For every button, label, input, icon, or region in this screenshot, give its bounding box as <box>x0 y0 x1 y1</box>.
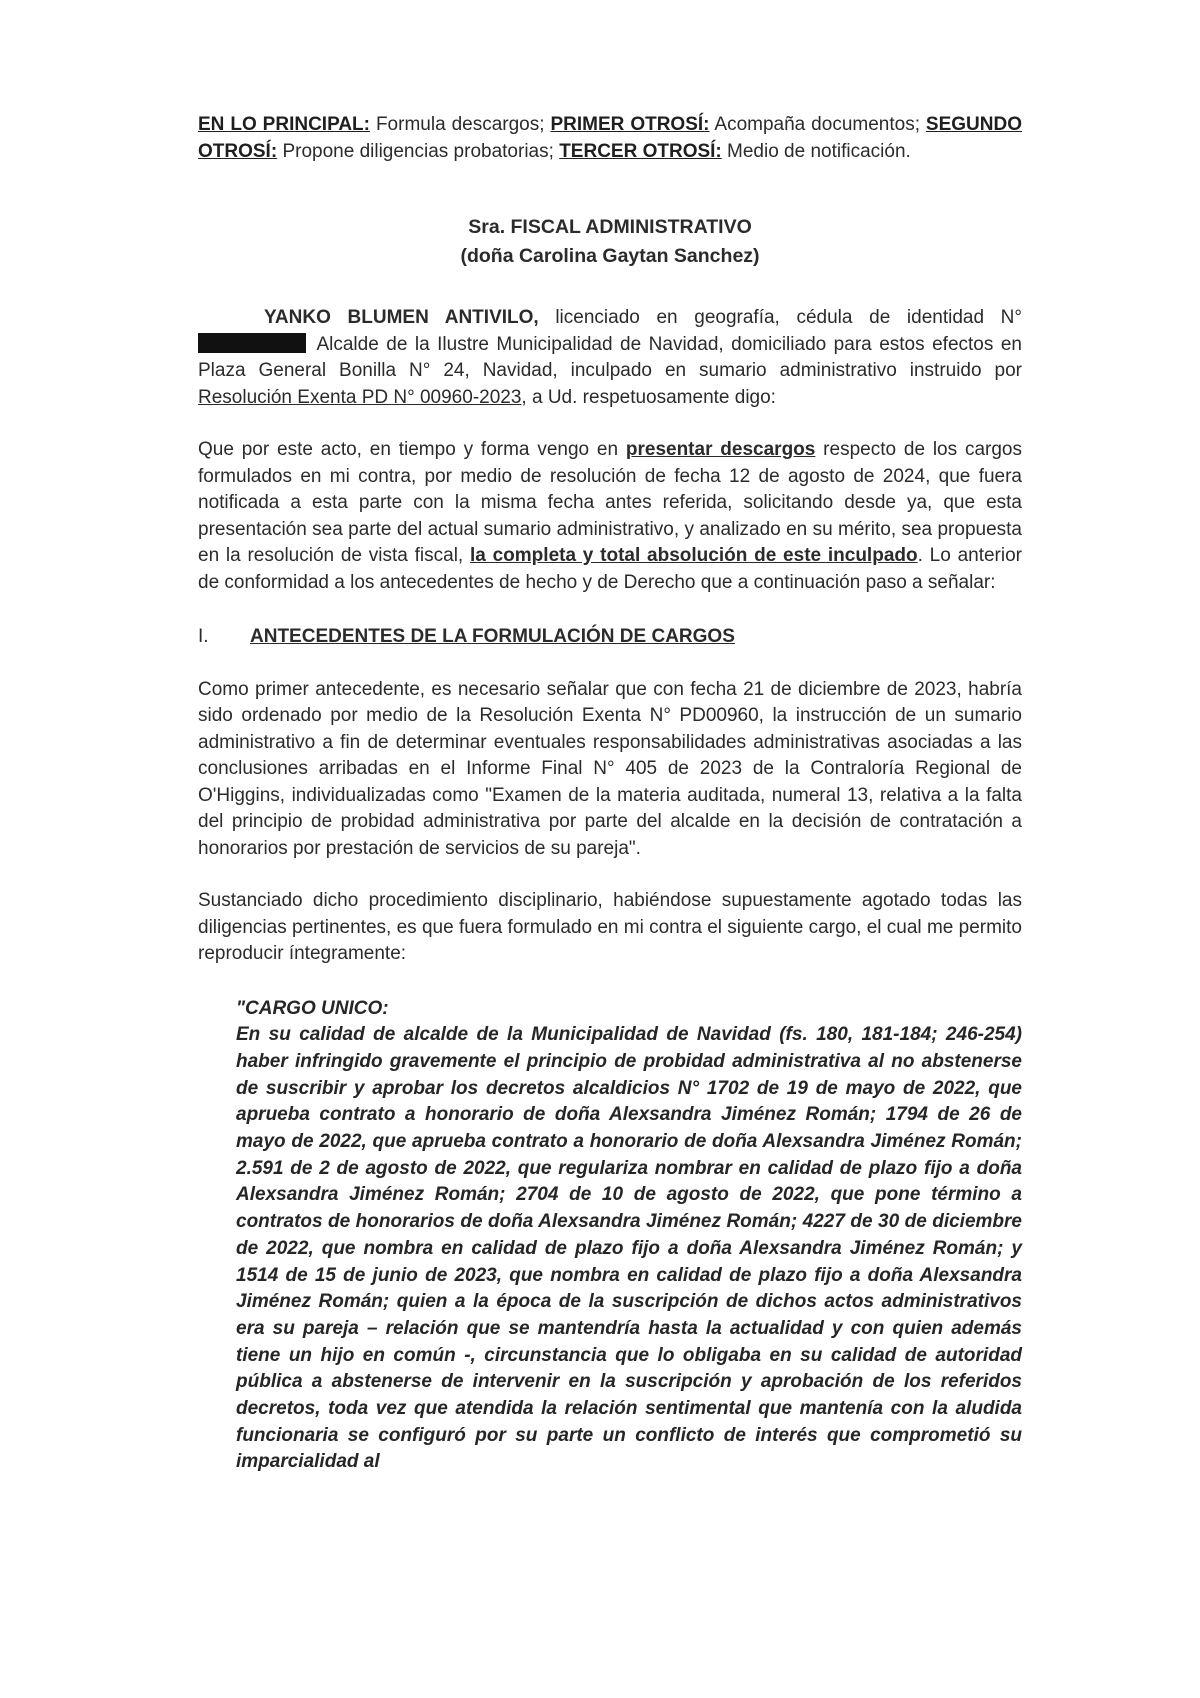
paragraph-text: respecto de los cargos formulados en mi contra, por medio de resolución de fecha 12 de agosto de 2024, que fuera notificada a esta parte con la misma fecha antes referida, solicitando desde ya, que esta presentación sea parte del actual sumario administrativo, y analizado en su mérito, sea propuesta en la resolución de vista fiscal, <box>198 439 1022 566</box>
addressee-title: Sra. FISCAL ADMINISTRATIVO <box>468 216 752 238</box>
paragraph-text: Que por este acto, en tiempo y forma vengo en <box>198 439 626 460</box>
charge-quote <box>236 996 1022 1477</box>
paragraph-text: . Lo anterior de conformidad a los antecedentes de hecho y de Derecho que a continuación paso a señalar: <box>198 545 1022 593</box>
header-keyword-principal: EN LO PRINCIPAL: <box>198 114 370 135</box>
header-keyword-primer-otrosi: PRIMER OTROSÍ: <box>550 114 710 135</box>
intro-text: , a Ud. respetuosamente digo: <box>521 386 776 408</box>
intro-text: Alcalde de la Ilustre Municipalidad de Navidad, domiciliado para estos efectos en Plaza General Bonilla N° 24, Navidad, inculpado en sumario administrativo instruido por <box>198 333 1022 381</box>
header-text: Acompaña documentos; <box>709 114 926 135</box>
header-paragraph <box>198 112 1022 165</box>
procedure-paragraph: Sustanciado dicho procedimiento disciplinario, habiéndose supuestamente agotado todas las diligencias pertinentes, es que fuera formulado en mi contra el siguiente cargo, el cual me permito reproducir íntegramente: <box>198 890 1022 964</box>
header-text: Medio de notificación. <box>721 140 911 162</box>
emphasis-presentar-descargos: presentar descargos <box>625 439 816 460</box>
charge-body: En su calidad de alcalde de la Municipalidad de Navidad (fs. 180, 181-184; 246-254) haber infringido gravemente el principio de probidad administrativa al no abstenerse de suscribir y aprobar los decretos alcaldicios N° 1702 de 19 de mayo de 2022, que aprueba contrato a honorario de doña Alexsandra Jiménez Román; 1794 de 26 de mayo de 2022, que aprueba contrato a honorario de doña Alexsandra Jiménez Román; 2.591 de 2 de agosto de 2022, que regulariza nombrar en calidad de plazo fijo a doña Alexsandra Jiménez Román; 2704 de 10 de agosto de 2022, que pone término a contratos de honorarios de doña Alexsandra Jiménez Román; 4227 de 30 de diciembre de 2022, que nombra en calidad de plazo fijo a doña Alexsandra Jiménez Román; y 1514 de 15 de junio de 2023, que nombra en calidad de plazo fijo a doña Alexsandra Jiménez Román; quien a la época de la suscripción de dichos actos administrativos era su pareja – relación que se mantendría hasta la actualidad y con quien además tiene un hijo en común -, circunstancia que lo obligaba en su calidad de autoridad pública a abstenerse de intervenir en la suscripción y aprobación de los referidos decretos, toda vez que atendida la relación sentimental que mantenía con la aludida funcionaria se configuró por su parte un conflicto de interés que comprometió su imparcialidad al <box>236 1024 1022 1473</box>
header-text: Propone diligencias probatorias; <box>277 140 560 162</box>
resolution-reference: Resolución Exenta PD N° 00960-2023 <box>198 386 522 408</box>
section-number: I. <box>198 626 209 647</box>
addressee-block <box>198 213 1022 271</box>
redaction-box <box>198 333 306 353</box>
header-keyword-tercer-otrosi: TERCER OTROSÍ: <box>559 140 722 162</box>
section-title: ANTECEDENTES DE LA FORMULACIÓN DE CARGOS <box>250 626 735 647</box>
intro-text: licenciado en geografía, cédula de identidad N° <box>538 307 1023 328</box>
header-text: Formula descargos; <box>370 114 551 135</box>
petitioner-name: YANKO BLUMEN ANTIVILO, <box>264 307 539 328</box>
intro-paragraph <box>198 305 1022 411</box>
addressee-name: (doña Carolina Gaytan Sanchez) <box>460 245 760 267</box>
emphasis-absolucion: la completa y total absolución de este inculpado <box>469 545 918 566</box>
section-heading <box>198 624 1022 651</box>
charge-title: "CARGO UNICO: <box>236 997 389 1019</box>
descargos-paragraph <box>198 437 1022 596</box>
antecedent-paragraph: Como primer antecedente, es necesario señalar que con fecha 21 de diciembre de 2023, habría sido ordenado por medio de la Resolución Exenta N° PD00960, la instrucción de un sumario administrativo a fin de determinar eventuales responsabilidades administrativas asociadas a las conclusiones arribadas en el Informe Final N° 405 de 2023 de la Contraloría Regional de O'Higgins, individualizadas como "Examen de la materia auditada, numeral 13, relativa a la falta del principio de probidad administrativa por parte del alcalde en la decisión de contratación a honorarios por prestación de servicios de su pareja". <box>198 678 1022 859</box>
header-keyword-segundo-otrosi: SEGUNDO OTROSÍ: <box>198 114 1022 162</box>
